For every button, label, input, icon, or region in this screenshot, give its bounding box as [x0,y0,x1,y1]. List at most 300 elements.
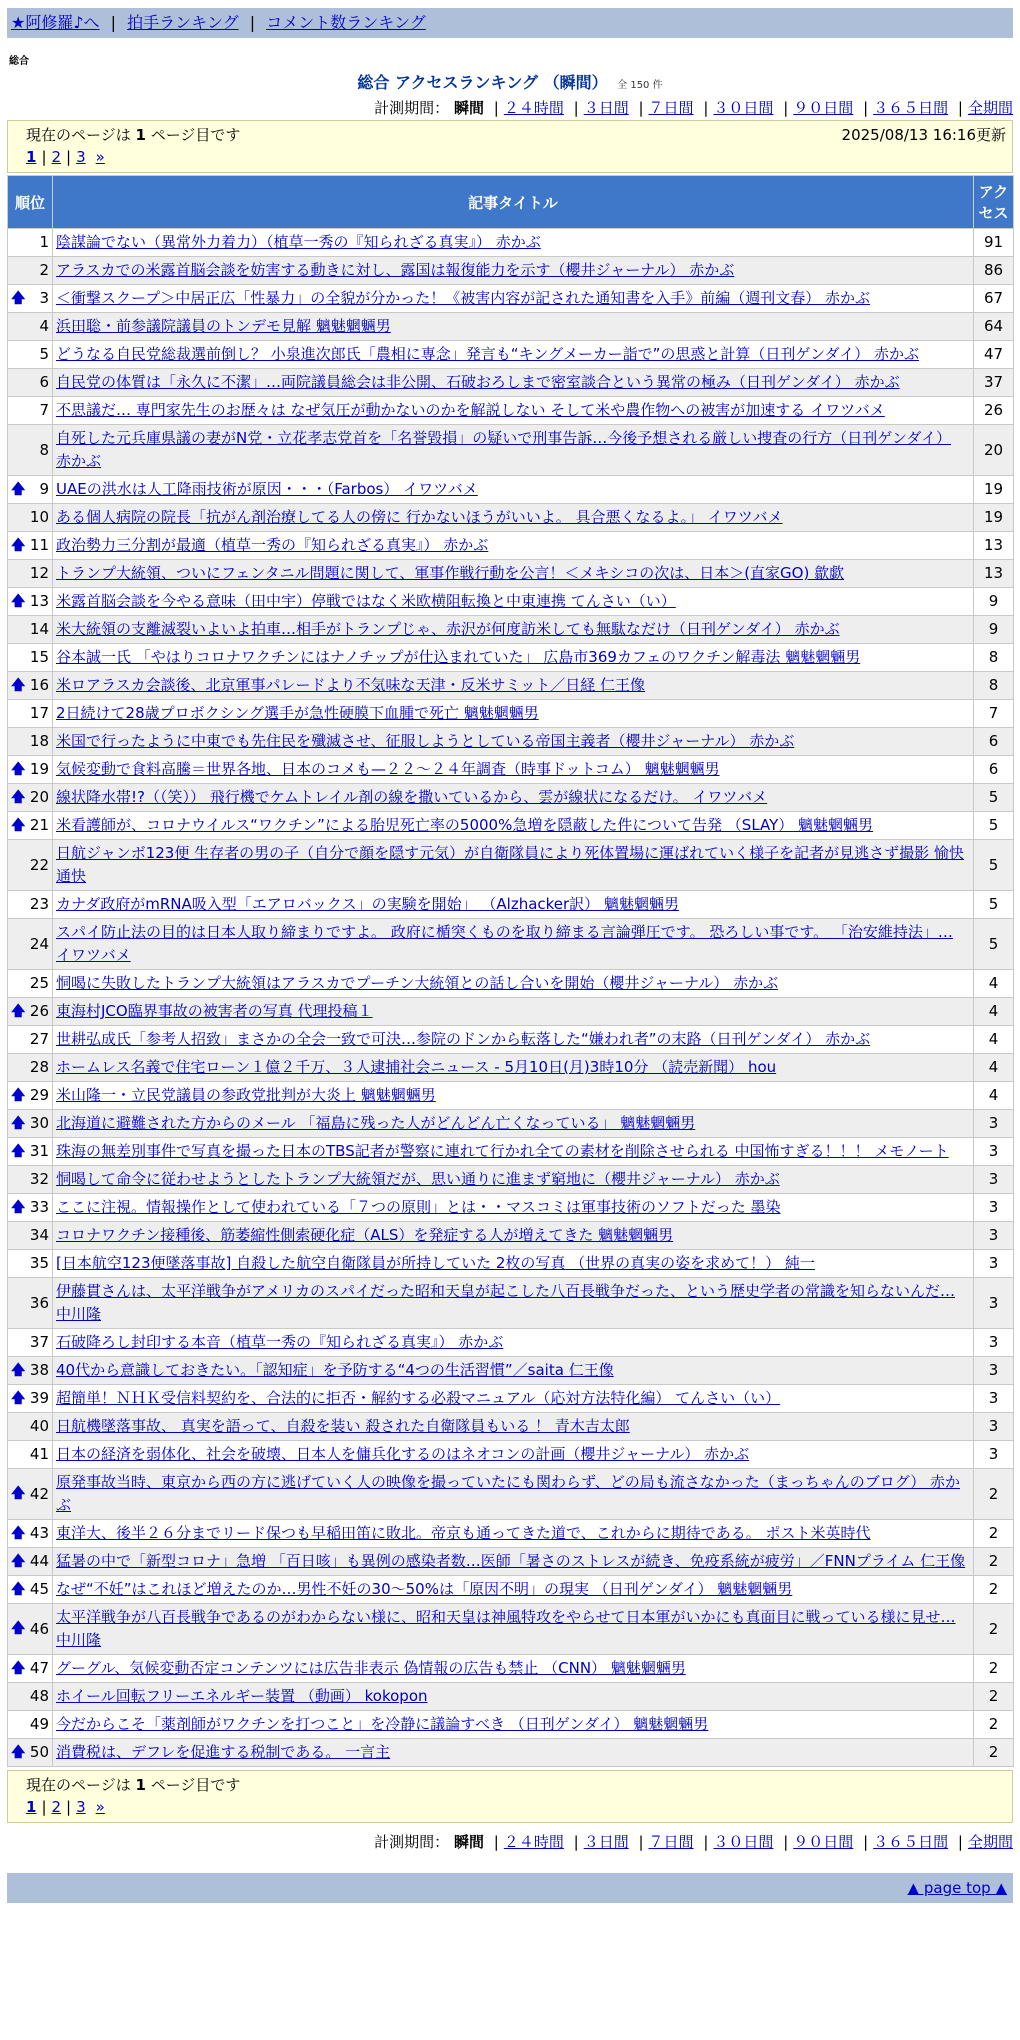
access-count: 4 [974,970,1014,998]
article-link[interactable]: ホームレス名義で住宅ローン１億２千万、３人逮捕社会ニュース - 5月10日(月)3時10分 （読売新聞） hou [56,1058,777,1076]
access-count: 2 [974,1711,1014,1739]
period-link[interactable]: ７日間 [648,99,694,117]
rank-cell [8,425,53,476]
rank-cell [8,1548,53,1576]
period-link[interactable]: ９０日間 [793,1833,854,1851]
rank-up-icon: 🡅 [11,1485,26,1502]
access-header: アクセス [974,176,1014,229]
article-link[interactable]: 気候変動で食料高騰＝世界各地、日本のコメも—２２～２４年調査（時事ドットコム） 魑魅魍魎男 [56,760,720,778]
rank-up-icon: 🡅 [11,1553,26,1569]
table-row [8,1054,1014,1082]
access-count: 26 [974,397,1014,425]
rank-number: 30 [29,1114,49,1132]
rank-cell [8,1329,53,1357]
title-cell [53,812,974,840]
article-link[interactable]: ホイール回転フリーエネルギー装置 （動画） kokopon [56,1687,428,1705]
rank-number: 13 [29,592,49,610]
table-row [8,1655,1014,1683]
page-link[interactable]: 2 [51,148,62,166]
rank-number: 16 [29,676,49,694]
nav-separator: | [249,13,256,32]
rank-cell [8,504,53,532]
access-count: 5 [974,812,1014,840]
article-link[interactable]: 浜田聡・前参議院議員のトンデモ見解 魑魅魍魎男 [56,317,391,335]
title-cell [53,1548,974,1576]
article-link[interactable]: コロナワクチン接種後、筋萎縮性側索硬化症（ALS）を発症する人が増えてきた 魑魅魍魎男 [56,1226,674,1244]
title-cell [53,1278,974,1329]
rank-up-icon: 🡅 [11,537,26,553]
access-count: 5 [974,891,1014,919]
category-label: 総合 [9,56,29,67]
table-row [8,1576,1014,1604]
period-link[interactable]: ３日間 [583,99,629,117]
rank-cell [8,728,53,756]
title-cell [53,919,974,970]
period-link[interactable]: ３日間 [583,1833,629,1851]
title-cell [53,476,974,504]
rank-number: 12 [29,564,49,582]
article-link[interactable]: 2日続けて28歳プロボクシング選手が急性硬膜下血腫で死亡 魑魅魍魎男 [56,704,539,722]
rank-cell [8,784,53,812]
access-count: 4 [974,1082,1014,1110]
article-link[interactable]: 東洋大、後半２６分までリード保つも早稲田笛に敗北。帝京も通ってきた道で、これからに期待である。 ポスト米英時代 [56,1524,871,1542]
article-link[interactable]: 米露首脳会談を今やる意味（田中宇）停戦ではなく米欧横阻転換と中東連携 てんさい（い） [56,592,676,610]
article-link[interactable]: 谷本誠一氏 「やはりコロナワクチンにはナノチップが仕込まれていた」 広島市369カフェのワクチン解毒法 魑魅魍魎男 [56,648,861,666]
rank-cell [8,756,53,784]
access-count: 6 [974,756,1014,784]
table-row [8,1329,1014,1357]
article-link[interactable]: どうなる自民党総裁選前倒し？ 小泉進次郎氏「農相に専念」発言も“キングメーカー詣で”の思惑と計算（日刊ゲンダイ） 赤かぶ [56,345,919,363]
rank-cell [8,1520,53,1548]
rank-number: 49 [29,1715,49,1733]
access-count: 2 [974,1655,1014,1683]
table-row [8,1739,1014,1767]
rank-up-icon: 🡅 [11,1620,26,1637]
access-count: 91 [974,229,1014,257]
rank-cell [8,1413,53,1441]
period-link[interactable]: ９０日間 [793,99,854,117]
rank-number: 7 [39,401,49,419]
title-cell [53,1194,974,1222]
table-row [8,504,1014,532]
title-cell [53,1082,974,1110]
title-cell [53,369,974,397]
period-label: 計測期間： [374,99,450,117]
access-count: 4 [974,998,1014,1026]
access-count: 9 [974,588,1014,616]
rank-number: 15 [29,648,49,666]
access-count: 3 [974,1138,1014,1166]
rank-cell [8,1194,53,1222]
article-link[interactable]: 米山隆一・立民党議員の参政党批判が大炎上 魑魅魍魎男 [56,1086,436,1104]
article-link[interactable]: 恫喝して命令に従わせようとしたトランプ大統領だが、思い通りに進まず窮地に（櫻井ジャーナル） 赤かぶ [56,1170,780,1188]
rank-number: 17 [29,704,49,722]
updated-timestamp: 2025/08/13 16:16更新 [841,126,1006,144]
article-link[interactable]: なぜ“不妊”はこれほど増えたのか…男性不妊の30～50%は「原因不明」の現実 （日刊ゲンダイ） 魑魅魍魎男 [56,1580,793,1598]
rank-cell [8,970,53,998]
title-cell [53,285,974,313]
title-cell [53,504,974,532]
rank-number: 21 [29,816,49,834]
table-row [8,1548,1014,1576]
rank-up-icon: 🡅 [11,481,26,497]
rank-cell [8,476,53,504]
rank-number: 37 [29,1333,49,1351]
access-count: 2 [974,1576,1014,1604]
rank-number: 5 [39,345,49,363]
rank-number: 23 [29,895,49,913]
article-link[interactable]: トランプ大統領、ついにフェンタニル問題に関して、軍事作戦行動を公言！＜メキシコの次は、日本＞(直家GO) 歙歔 [56,564,845,582]
next-page-link[interactable]: » [95,148,105,166]
article-link[interactable]: 米ロアラスカ会談後、北京軍事パレードより不気味な天津・反米サミット／日経 仁王像 [56,676,646,694]
article-link[interactable]: 日本の経済を弱体化、社会を破壊、日本人を傭兵化するのはネオコンの計画（櫻井ジャーナル） 赤かぶ [56,1445,750,1463]
rank-cell [8,1576,53,1604]
title-cell [53,1026,974,1054]
table-row [8,728,1014,756]
rank-up-icon: 🡅 [11,1390,26,1406]
rank-up-icon: 🡅 [11,1003,26,1019]
article-link[interactable]: 40代から意識しておきたい。「認知症」を予防する“4つの生活習慣”／saita 仁王像 [56,1361,614,1379]
article-link[interactable]: 恫喝に失敗したトランプ大統領はアラスカでプーチン大統領との話し合いを開始（櫻井ジャーナル） 赤かぶ [56,974,779,992]
article-link[interactable]: 北海道に避難された方からのメール 「福島に残った人がどんどん亡くなっている」 魑魅魍魎男 [56,1114,696,1132]
period-link[interactable]: ３６５日間 [873,99,949,117]
period-selector-bottom: 計測期間： 瞬間 | ２４時間 | ３日間 | ７日間 | ３０日間 | ９０日間 | ３６５日間 | 全期間 [374,1833,1013,1851]
period-link[interactable]: ２４時間 [503,99,564,117]
rank-number: 46 [29,1619,49,1638]
comment-ranking-link[interactable]: コメント数ランキング [266,13,426,32]
table-row [8,313,1014,341]
table-row [8,616,1014,644]
access-count: 19 [974,504,1014,532]
article-link[interactable]: 日航機墜落事故、 真実を語って、自殺を装い 殺された自衛隊員もいる ！ 青木吉太郎 [56,1417,630,1435]
rank-up-icon: 🡅 [11,593,26,609]
rank-up-icon: 🡅 [11,290,26,306]
pager-top [7,120,1013,173]
table-row [8,1250,1014,1278]
table-row [8,1026,1014,1054]
applause-ranking-link[interactable]: 拍手ランキング [127,13,239,32]
rank-cell [8,532,53,560]
article-link[interactable]: 政治勢力三分割が最適（植草一秀の『知られざる真実』） 赤かぶ [56,536,489,554]
table-row [8,1082,1014,1110]
period-current: 瞬間 [453,1833,484,1851]
table-row [8,644,1014,672]
next-page-link[interactable]: » [95,1798,105,1816]
rank-cell [8,891,53,919]
access-count: 3 [974,1222,1014,1250]
article-link[interactable]: ある個人病院の院長「抗がん剤治療してる人の傍に 行かないほうがいいよ。 具合悪くなるよ。」 イワツバメ [56,508,783,526]
rank-up-icon: 🡅 [11,1660,26,1676]
access-count: 5 [974,784,1014,812]
article-link[interactable]: 超簡単！ＮＨＫ受信料契約を、合法的に拒否・解約する必殺マニュアル（応対方法特化編） てんさい（い） [56,1389,781,1407]
rank-number: 43 [29,1524,49,1542]
rank-cell [8,229,53,257]
access-count: 37 [974,369,1014,397]
bottom-bar [7,1873,1013,1903]
access-count: 4 [974,1026,1014,1054]
rank-number: 20 [29,788,49,806]
access-count: 86 [974,257,1014,285]
article-link[interactable]: 消費税は、デフレを促進する税制である。 一言主 [56,1743,391,1761]
rank-cell [8,812,53,840]
article-link[interactable]: 自死した元兵庫県議の妻がN党・立花孝志党首を「名誉毀損」の疑いで刑事告訴…今後予想される厳しい捜査の行方（日刊ゲンダイ） 赤かぶ [56,429,952,470]
access-count: 8 [974,672,1014,700]
rank-number: 24 [29,934,49,953]
access-count: 3 [974,1441,1014,1469]
article-link[interactable]: 線状降水帯!?（（笑）） 飛行機でケムトレイル剤の線を撒いているから、雲が線状になるだけ。 イワツバメ [56,788,768,806]
article-link[interactable]: 伊藤貫さんは、太平洋戦争がアメリカのスパイだった昭和天皇が起こした八百長戦争だった、という歴史学者の常識を知らないんだ… 中川隆 [56,1282,955,1323]
access-count: 9 [974,616,1014,644]
rank-number: 10 [29,508,49,526]
period-link[interactable]: ３０日間 [713,1833,774,1851]
title-cell [53,1250,974,1278]
article-link[interactable]: スパイ防止法の目的は日本人取り締まりですよ。 政府に楯突くものを取り締まる言論弾圧です。 恐ろしい事です。 「治安維持法」… イワツバメ [56,923,953,964]
rank-up-icon: 🡅 [11,1199,26,1215]
period-label: 計測期間： [374,1833,450,1851]
article-link[interactable]: グーグル、気候変動否定コンテンツには広告非表示 偽情報の広告も禁止 （CNN） 魑魅魍魎男 [56,1659,686,1677]
rank-number: 31 [29,1142,49,1160]
title-cell [53,1357,974,1385]
table-row [8,588,1014,616]
article-link[interactable]: 今だからこそ「薬剤師がワクチンを打つこと」を冷静に議論すべき （日刊ゲンダイ） 魑魅魍魎男 [56,1715,709,1733]
period-link[interactable]: 全期間 [967,1833,1013,1851]
article-link[interactable]: 石破降ろし封印する本音（植草一秀の『知られざる真実』） 赤かぶ [56,1333,504,1351]
page-title-text: 総合 アクセスランキング （瞬間） [357,73,608,92]
period-link[interactable]: ７日間 [648,1833,694,1851]
home-link[interactable]: ★阿修羅♪へ [11,13,100,32]
rank-number: 25 [29,974,49,992]
title-cell [53,425,974,476]
page-link[interactable]: 2 [51,1798,62,1816]
title-cell [53,1222,974,1250]
title-cell [53,840,974,891]
rank-cell [8,1357,53,1385]
title-cell [53,257,974,285]
page-current: 1 [26,1798,37,1816]
article-link[interactable]: 米看護師が、コロナウイルス“ワクチン”による胎児死亡率の5000%急増を隠蔽した件について告発 （SLAY） 魑魅魍魎男 [56,816,874,834]
rank-number: 48 [29,1687,49,1705]
access-count: 8 [974,644,1014,672]
table-row [8,700,1014,728]
article-link[interactable]: ここに注視。情報操作として使われている「７つの原則」とは・・マスコミは軍事技術のソフトだった 墨染 [56,1198,781,1216]
rank-header: 順位 [8,176,53,229]
access-count: 3 [974,1250,1014,1278]
table-row [8,1357,1014,1385]
rank-cell [8,1604,53,1655]
title-cell [53,1413,974,1441]
rank-number: 3 [39,289,49,307]
rank-number: 8 [39,440,49,459]
rank-number: 18 [29,732,49,750]
rank-cell [8,1711,53,1739]
table-row [8,812,1014,840]
access-count: 3 [974,1278,1014,1329]
title-cell [53,1655,974,1683]
article-link[interactable]: 原発事故当時、東京から西の方に逃げていく人の映像を撮っていたにも関わらず、どの局も流さなかった（まっちゃんのブログ） 赤かぶ [56,1473,961,1514]
title-cell [53,1385,974,1413]
pagination: 1 | 2 | 3 » [26,148,105,166]
title-cell [53,1110,974,1138]
total-count: 全 150 件 [617,80,663,91]
table-row [8,891,1014,919]
access-count: 64 [974,313,1014,341]
title-cell [53,1520,974,1548]
access-count: 3 [974,1166,1014,1194]
access-count: 6 [974,728,1014,756]
article-link[interactable]: 猛暑の中で「新型コロナ」急増 「百日咳」も異例の感染者数…医師「暑さのストレスが続き、免疫系統が疲労」／FNNプライム 仁王像 [56,1552,966,1570]
title-cell [53,891,974,919]
rank-up-icon: 🡅 [11,1744,26,1760]
title-cell [53,672,974,700]
article-link[interactable]: 珠海の無差別事件で写真を撮った日本のTBS記者が警察に連れて行かれ全ての素材を削除させられる 中国怖すぎる！！！ メモノート [56,1142,949,1160]
table-row [8,1683,1014,1711]
access-count: 2 [974,1683,1014,1711]
access-count: 20 [974,425,1014,476]
access-count: 67 [974,285,1014,313]
article-link[interactable]: 日航ジャンボ123便 生存者の男の子（自分で顔を隠す元気）が自衛隊員により死体置場に運ばれていく様子を記者が見逃さず撮影 愉快通快 [56,844,964,885]
table-row [8,1222,1014,1250]
title-cell [53,1604,974,1655]
period-link[interactable]: ３０日間 [713,99,774,117]
ranking-table [7,175,1014,1767]
period-link[interactable]: ３６５日間 [873,1833,949,1851]
title-cell [53,728,974,756]
title-cell [53,313,974,341]
access-count: 2 [974,1604,1014,1655]
rank-number: 42 [29,1484,49,1503]
title-cell [53,756,974,784]
rank-cell [8,998,53,1026]
article-link[interactable]: UAEの洪水は人工降雨技術が原因・・・（Farbos） イワツバメ [56,480,478,498]
title-cell [53,341,974,369]
table-row [8,1520,1014,1548]
rank-number: 39 [29,1389,49,1407]
access-count: 3 [974,1194,1014,1222]
rank-cell [8,588,53,616]
table-row [8,341,1014,369]
title-cell [53,1138,974,1166]
table-row [8,532,1014,560]
rank-cell [8,1250,53,1278]
rank-cell [8,1739,53,1767]
rank-up-icon: 🡅 [11,789,26,805]
access-count: 3 [974,1357,1014,1385]
access-count: 5 [974,919,1014,970]
rank-cell [8,285,53,313]
page-status: 現在のページは 1 ページ目です [26,126,241,144]
rank-number: 36 [29,1293,49,1312]
rank-cell [8,700,53,728]
access-count: 47 [974,341,1014,369]
article-link[interactable]: 太平洋戦争が八百長戦争であるのがわからない様に、昭和天皇は神風特攻をやらせて日本軍がいかにも真面目に戦っている様に見せ… 中川隆 [56,1608,956,1649]
period-link[interactable]: 全期間 [967,99,1013,117]
page-link[interactable]: 3 [76,1798,86,1816]
table-row [8,476,1014,504]
title-cell [53,1469,974,1520]
access-count: 3 [974,1329,1014,1357]
rank-number: 45 [29,1580,49,1598]
table-row [8,229,1014,257]
rank-up-icon: 🡅 [11,677,26,693]
rank-cell [8,397,53,425]
rank-up-icon: 🡅 [11,1143,26,1159]
access-count: 19 [974,476,1014,504]
title-cell [53,1441,974,1469]
page-link[interactable]: 3 [76,148,86,166]
table-row [8,1385,1014,1413]
rank-number: 4 [39,317,49,335]
article-link[interactable]: 世耕弘成氏「参考人招致」まさかの全会一致で可決…参院のドンから転落した“嫌われ者”の末路（日刊ゲンダイ） 赤かぶ [56,1030,871,1048]
table-row [8,1469,1014,1520]
rank-up-icon: 🡅 [11,1087,26,1103]
rank-cell [8,1082,53,1110]
title-cell [53,1739,974,1767]
access-count: 5 [974,840,1014,891]
article-link[interactable]: [日本航空123便墜落事故] 自殺した航空自衛隊員が所持していた 2枚の写真 （世界の真実の姿を求めて！） 純一 [56,1254,815,1272]
rank-cell [8,840,53,891]
rank-cell [8,1278,53,1329]
table-row [8,672,1014,700]
article-link[interactable]: アラスカでの米露首脳会談を妨害する動きに対し、露国は報復能力を示す（櫻井ジャーナル） 赤かぶ [56,261,735,279]
rank-number: 26 [29,1002,49,1020]
page-top-link[interactable]: ▲ page top ▲ [907,1879,1007,1897]
article-link[interactable]: ＜衝撃スクープ＞中居正広「性暴力」の全貌が分かった！《被害内容が記された通知書を入手》前編（週刊文春） 赤かぶ [56,289,871,307]
table-row [8,1278,1014,1329]
table-row [8,840,1014,891]
rank-number: 6 [39,373,49,391]
article-link[interactable]: 米国で行ったように中東でも先住民を殲滅させ、征服しようとしている帝国主義者（櫻井ジャーナル） 赤かぶ [56,732,795,750]
article-link[interactable]: 東海村JCO臨界事故の被害者の写真 代理投稿１ [56,1002,373,1020]
table-row [8,1194,1014,1222]
rank-number: 33 [29,1198,49,1216]
title-cell [53,1683,974,1711]
rank-number: 27 [29,1030,49,1048]
table-row [8,1413,1014,1441]
rank-cell [8,1110,53,1138]
rank-number: 28 [29,1058,49,1076]
top-nav-bar [7,8,1013,38]
rank-number: 38 [29,1361,49,1379]
rank-number: 35 [29,1254,49,1272]
rank-cell [8,1655,53,1683]
table-row [8,285,1014,313]
article-link[interactable]: 米大統領の支離滅裂いよいよ拍車…相手がトランプじゃ、赤沢が何度訪米しても無駄なだけ（日刊ゲンダイ） 赤かぶ [56,620,840,638]
period-current: 瞬間 [453,99,484,117]
rank-number: 29 [29,1086,49,1104]
article-link[interactable]: 不思議だ… 専門家先生のお歴々は なぜ気圧が動かないのかを解説しない そして米や農作物への被害が加速する イワツバメ [56,401,885,419]
rank-number: 19 [29,760,49,778]
table-row [8,1138,1014,1166]
access-count: 3 [974,1385,1014,1413]
period-link[interactable]: ２４時間 [503,1833,564,1851]
access-count: 4 [974,1054,1014,1082]
article-link[interactable]: 陰謀論でない（異常外力着力）（植草一秀の『知られざる真実』） 赤かぶ [56,233,541,251]
rank-number: 44 [29,1552,49,1570]
rank-cell [8,1138,53,1166]
pager-bottom [7,1770,1013,1823]
access-count: 3 [974,1413,1014,1441]
title-header: 記事タイトル [53,176,974,229]
title-cell [53,998,974,1026]
article-link[interactable]: 自民党の体質は「永久に不潔」…両院議員総会は非公開、石破おろしまで密室談合という異常の極み（日刊ゲンダイ） 赤かぶ [56,373,900,391]
title-cell [53,1711,974,1739]
pagination: 1 | 2 | 3 » [26,1798,105,1816]
article-link[interactable]: カナダ政府がmRNA吸入型「エアロバックス」の実験を開始」 （Alzhacker訳） 魑魅魍魎男 [56,895,679,913]
rank-cell [8,1166,53,1194]
rank-cell [8,1683,53,1711]
rank-up-icon: 🡅 [11,817,26,833]
rank-cell [8,560,53,588]
